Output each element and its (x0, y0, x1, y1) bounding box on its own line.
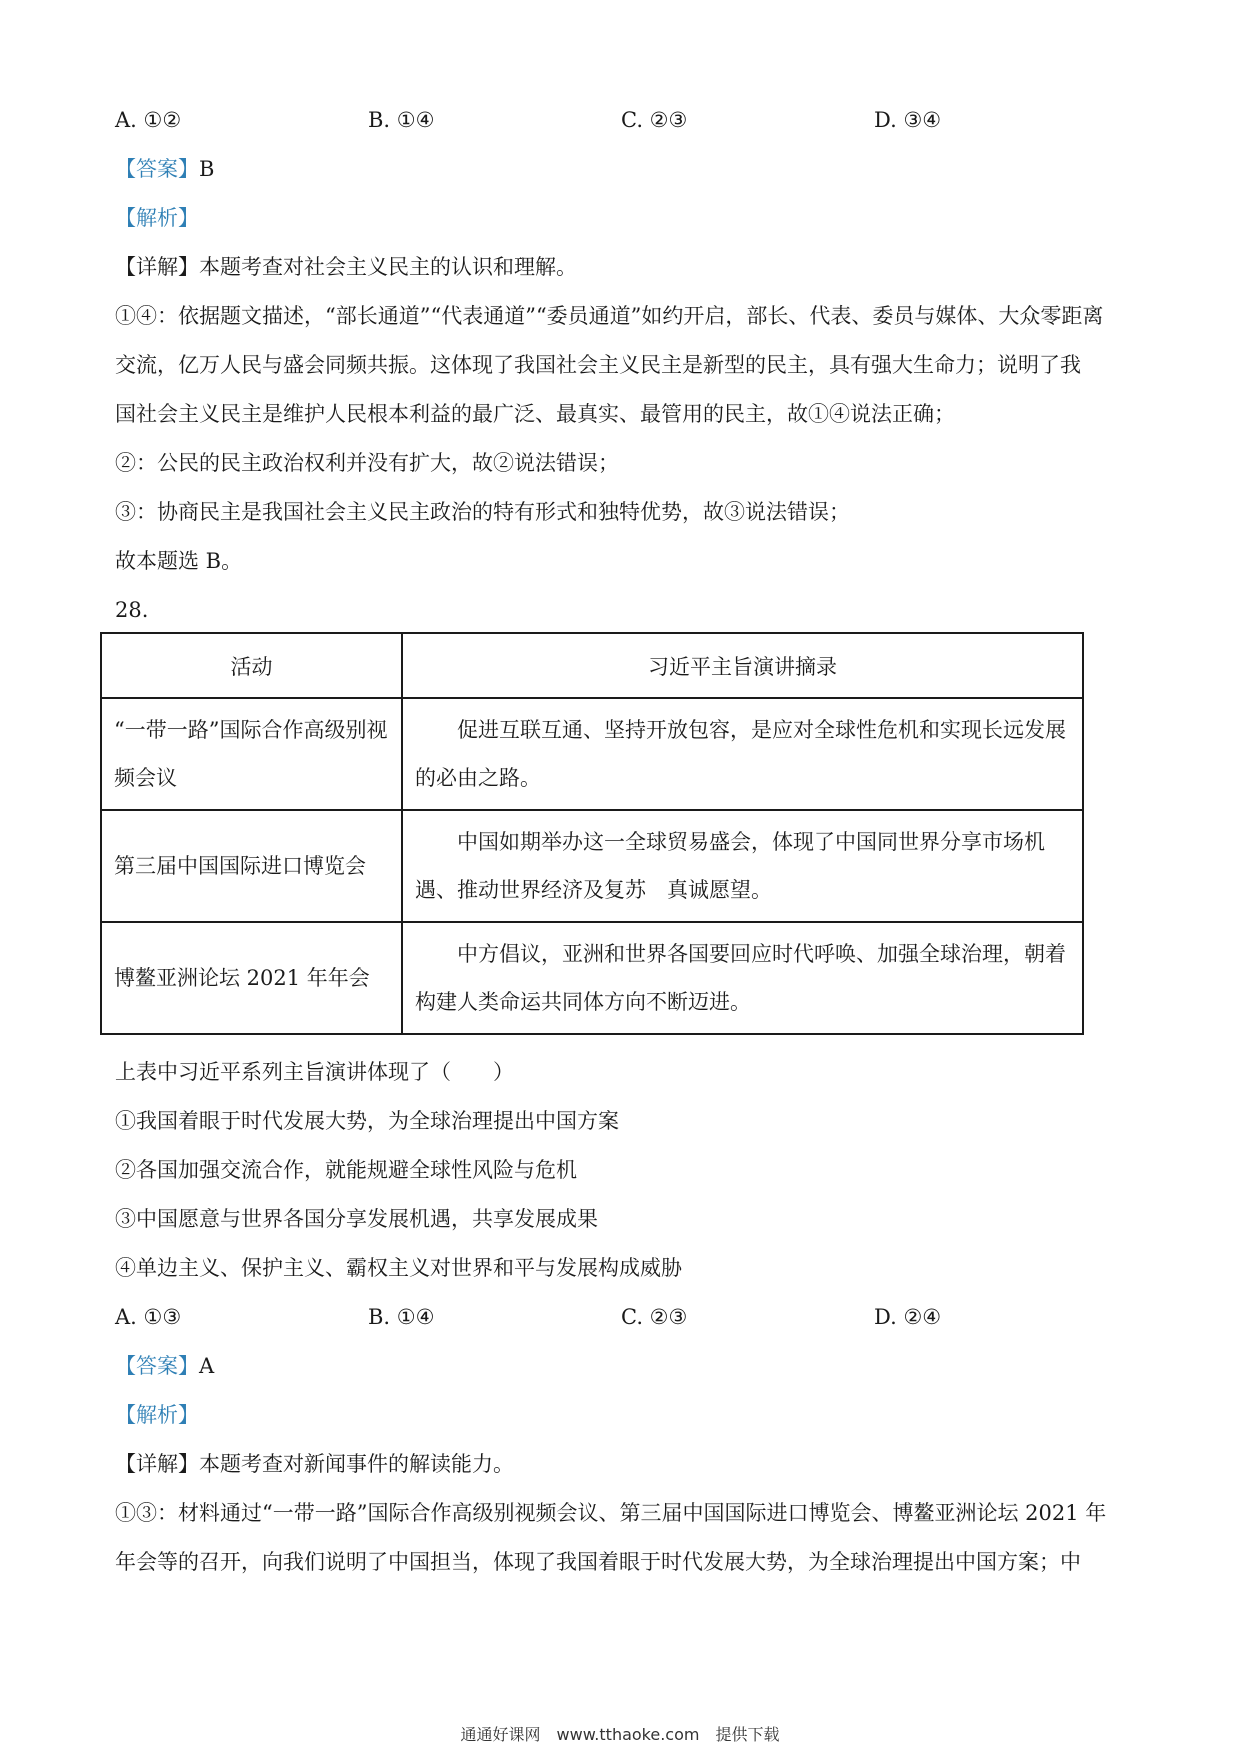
q27-answer-tag: 【答案】 (115, 157, 199, 181)
q28-explanation-line: ①③：材料通过“一带一路”国际合作高级别视频会议、第三届中国国际进口博览会、博鳌亚洲论坛 2021 年 (115, 1501, 1107, 1525)
q28-stem: 上表中习近平系列主旨演讲体现了（ ） (115, 1060, 514, 1084)
q27-explanation-line: ③：协商民主是我国社会主义民主政治的特有形式和独特优势，故③说法错误； (115, 500, 850, 524)
table-cell-activity: “一带一路”国际合作高级别视频会议 (101, 698, 402, 810)
q28-answer (115, 1354, 1135, 1378)
table-cell-speech: 中国如期举办这一全球贸易盛会，体现了中国同世界分享市场机遇、推动世界经济及复苏 真诚愿望。 (402, 810, 1083, 922)
table-row (101, 922, 1083, 1034)
table-header-row (101, 633, 1083, 698)
q27-explanation-line: ①④：依据题文描述，“部长通道”“代表通道”“委员通道”如约开启，部长、代表、委员与媒体、大众零距离 (115, 304, 1104, 328)
table-header-activity: 活动 (101, 633, 402, 698)
q28-explanation-line: 年会等的召开，向我们说明了中国担当，体现了我国着眼于时代发展大势，为全球治理提出中国方案；中 (115, 1550, 1081, 1574)
q27-analysis-tag: 【解析】 (115, 206, 199, 230)
q28-statement: ①我国着眼于时代发展大势，为全球治理提出中国方案 (115, 1109, 619, 1133)
q28-option-c: C. ②③ (621, 1305, 688, 1329)
table-cell-activity: 博鳌亚洲论坛 2021 年年会 (101, 922, 402, 1034)
q27-answer (115, 157, 1135, 181)
q28-table (100, 632, 1084, 1035)
q28-option-d: D. ②④ (874, 1305, 942, 1329)
q28-statement: ③中国愿意与世界各国分享发展机遇，共享发展成果 (115, 1207, 598, 1231)
table-row (101, 698, 1083, 810)
q27-detail: 【详解】本题考查对社会主义民主的认识和理解。 (115, 255, 577, 279)
table-row (101, 810, 1083, 922)
q28-option-a: A. ①③ (115, 1305, 182, 1329)
q28-answer-value: A (199, 1354, 215, 1378)
q27-answer-value: B (199, 157, 215, 181)
q28-detail: 【详解】本题考查对新闻事件的解读能力。 (115, 1452, 514, 1476)
q28-option-b: B. ①④ (368, 1305, 435, 1329)
q27-explanation-line: 国社会主义民主是维护人民根本利益的最广泛、最真实、最管用的民主，故①④说法正确； (115, 402, 955, 426)
q28-statement: ④单边主义、保护主义、霸权主义对世界和平与发展构成威胁 (115, 1256, 682, 1280)
q27-option-b: B. ①④ (368, 108, 435, 132)
q27-option-d: D. ③④ (874, 108, 942, 132)
table-header-speech: 习近平主旨演讲摘录 (402, 633, 1083, 698)
q28-analysis-tag: 【解析】 (115, 1403, 199, 1427)
q28-answer-tag: 【答案】 (115, 1354, 199, 1378)
table-cell-speech: 中方倡议，亚洲和世界各国要回应时代呼唤、加强全球治理，朝着构建人类命运共同体方向不断迈进。 (402, 922, 1083, 1034)
q27-option-a: A. ①② (115, 108, 182, 132)
q28-statement: ②各国加强交流合作，就能规避全球性风险与危机 (115, 1158, 577, 1182)
q27-conclusion: 故本题选 B。 (115, 549, 243, 573)
q27-explanation-line: 交流，亿万人民与盛会同频共振。这体现了我国社会主义民主是新型的民主，具有强大生命力；说明了我 (115, 353, 1081, 377)
table-cell-activity: 第三届中国国际进口博览会 (101, 810, 402, 922)
page-footer: 通通好课网 www.tthaoke.com 提供下载 (460, 1725, 780, 1744)
q27-explanation-line: ②：公民的民主政治权利并没有扩大，故②说法错误； (115, 451, 619, 475)
table-cell-speech: 促进互联互通、坚持开放包容，是应对全球性危机和实现长远发展的必由之路。 (402, 698, 1083, 810)
q27-option-c: C. ②③ (621, 108, 688, 132)
q28-number: 28. (115, 598, 149, 622)
